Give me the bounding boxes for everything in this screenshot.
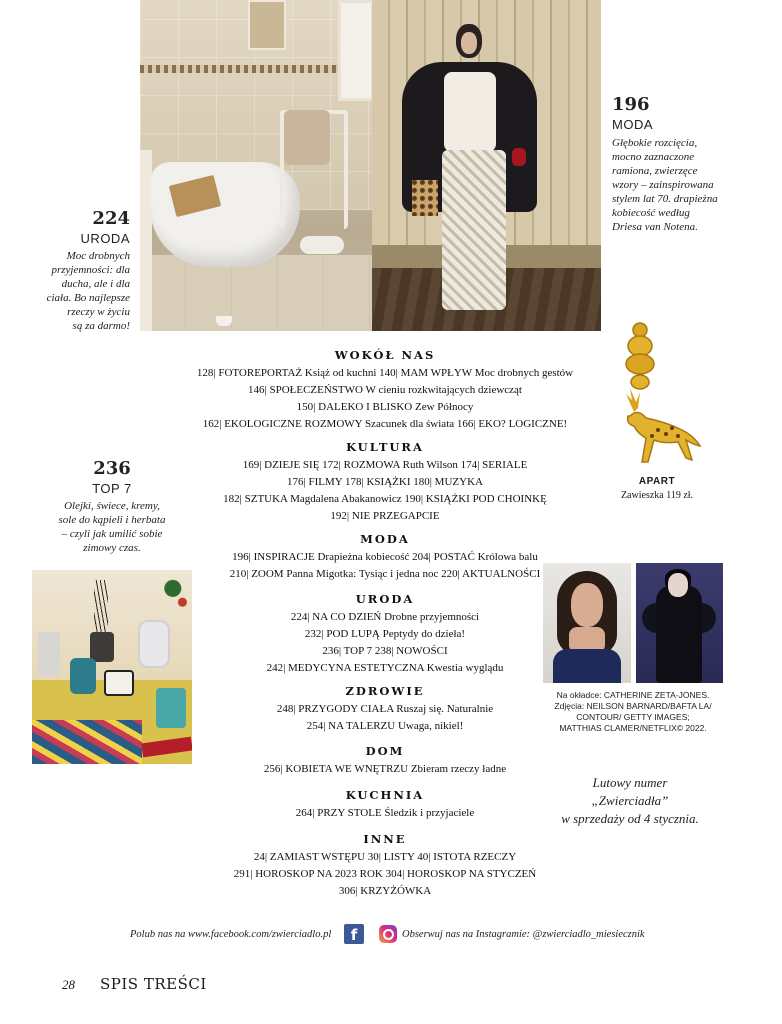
- page-number: 28: [62, 977, 75, 992]
- fashion-photo: [372, 0, 601, 331]
- facebook-icon[interactable]: f: [344, 924, 364, 944]
- toc-entry: 182| SZTUKA Magdalena Abakanowicz 190| KSIĄŻKI POD CHOINKĘ: [223, 493, 547, 505]
- toc-section-moda: [180, 532, 590, 583]
- products-photo: [32, 570, 192, 764]
- toc-section-inne: [180, 832, 590, 900]
- toc-entry: 242| MEDYCYNA ESTETYCZNA Kwestia wyglądu: [266, 662, 504, 674]
- toc-heading: URODA: [355, 592, 415, 606]
- toc-section-wokol-nas: [180, 348, 590, 433]
- facebook-link[interactable]: Polub nas na www.facebook.com/zwierciadlo.pl: [130, 929, 332, 940]
- facebook-promo: [130, 929, 331, 940]
- toc-heading: MODA: [360, 532, 410, 546]
- next-issue-promo: Lutowy numer „Zwierciadła” w sprzedaży od 4 stycznia.: [561, 775, 699, 826]
- instagram-icon[interactable]: [379, 925, 397, 943]
- feature-top7-page: 236: [93, 458, 131, 479]
- toc-entry: 192| NIE PRZEGAPCIE: [330, 510, 440, 522]
- toc-entry: 176| FILMY 178| KSIĄŻKI 180| MUZYKA: [287, 476, 483, 488]
- toc-entry: 232| POD LUPĄ Peptydy do dzieła!: [304, 628, 466, 640]
- toc-heading: INNE: [363, 832, 407, 846]
- instagram-link[interactable]: Obserwuj nas na Instagramie: @zwierciadlo_miesiecznik: [402, 929, 645, 940]
- toc-entry: 306| KRZYŻÓWKA: [338, 885, 432, 897]
- toc-section-kultura: [180, 440, 590, 525]
- feature-uroda: [20, 208, 130, 333]
- toc-entry: 291| HOROSKOP NA 2023 ROK 304| HOROSKOP NA STYCZEŃ: [233, 868, 537, 880]
- toc-entry: 169| DZIEJE SIĘ 172| ROZMOWA Ruth Wilson 174| SERIALE: [242, 459, 528, 471]
- feature-top7-text: Olejki, świece, kremy, sole do kąpieli i herbata – czyli jak umilić sobie zimowy czas.: [58, 500, 166, 554]
- instagram-promo: [402, 929, 645, 940]
- toc-heading: DOM: [365, 744, 405, 758]
- toc-entry: 146| SPOŁECZEŃSTWO W cieniu rozkwitających dziewcząt: [248, 384, 522, 396]
- toc-section-uroda: [180, 592, 590, 677]
- feature-moda-text: Głębokie rozcięcia, mocno zaznaczone ramiona, zwierzęce wzory – zainspirowana stylem lat 70. drapieżna kobiecość według Driesa van Notena.: [612, 137, 718, 233]
- toc-entry: 264| PRZY STOLE Śledzik i przyjaciele: [295, 807, 475, 819]
- reindeer-charm-image: [608, 316, 708, 476]
- toc-entry: 236| TOP 7 238| NOWOŚCI: [322, 645, 448, 657]
- feature-top7: [32, 458, 192, 555]
- charm-caption: [612, 476, 702, 501]
- toc-heading: KULTURA: [346, 440, 424, 454]
- feature-moda-section: MODA: [612, 117, 653, 132]
- cover-photo-full: [636, 563, 723, 683]
- feature-uroda-section: URODA: [80, 231, 130, 246]
- toc-heading: ZDROWIE: [345, 684, 425, 698]
- toc-heading: KUCHNIA: [345, 788, 425, 802]
- toc-heading: WOKÓŁ NAS: [334, 348, 436, 362]
- feature-top7-section: TOP 7: [92, 481, 132, 496]
- toc-entry: 162| EKOLOGICZNE ROZMOWY Szacunek dla świata 166| EKO? LOGICZNE!: [202, 418, 568, 430]
- toc-entry: 256| KOBIETA WE WNĘTRZU Zbieram rzeczy ładne: [263, 763, 507, 775]
- toc-entry: 150| DALEKO I BLISKO Zew Północy: [296, 401, 474, 413]
- toc-entry: 128| FOTOREPORTAŻ Książ od kuchni 140| MAM WPŁYW Moc drobnych gestów: [196, 367, 574, 379]
- toc-entry: 210| ZOOM Panna Migotka: Tysiąc i jedna noc 220| AKTUALNOŚCI: [229, 568, 541, 580]
- feature-uroda-text: Moc drobnych przyjemności: dla ducha, ale i dla ciała. Bo najlepsze rzeczy w życiu są za darmo!: [46, 250, 130, 332]
- toc-entry: 224| NA CO DZIEŃ Drobne przyjemności: [290, 611, 480, 623]
- toc-entry: 24| ZAMIAST WSTĘPU 30| LISTY 40| ISTOTA RZECZY: [253, 851, 517, 863]
- page-title: SPIS TREŚCI: [100, 975, 207, 993]
- toc-section-dom: [180, 744, 590, 778]
- charm-price: Zawieszka 119 zł.: [620, 490, 694, 501]
- toc-entry: 254| NA TALERZU Uwaga, nikiel!: [306, 720, 464, 732]
- toc-entry: 196| INSPIRACJE Drapieżna kobiecość 204| POSTAĆ Królowa balu: [232, 551, 538, 563]
- feature-moda: [612, 94, 762, 234]
- toc-section-zdrowie: [180, 684, 590, 735]
- toc-section-kuchnia: [180, 788, 590, 822]
- cover-credit: Na okładce: CATHERINE ZETA-JONES. Zdjęcia: NEILSON BARNARD/BAFTA LA/ CONTOUR/ GETTY IMAGES; MATTHIAS CLAMER/NETFLIX© 2022.: [554, 690, 712, 733]
- bathroom-photo: [140, 0, 372, 331]
- feature-moda-page: 196: [612, 94, 650, 115]
- charm-brand: APART: [638, 476, 676, 487]
- toc-entry: 248| PRZYGODY CIAŁA Ruszaj się. Naturalnie: [276, 703, 494, 715]
- cover-photo-portrait: [543, 563, 631, 683]
- feature-uroda-page: 224: [92, 208, 130, 229]
